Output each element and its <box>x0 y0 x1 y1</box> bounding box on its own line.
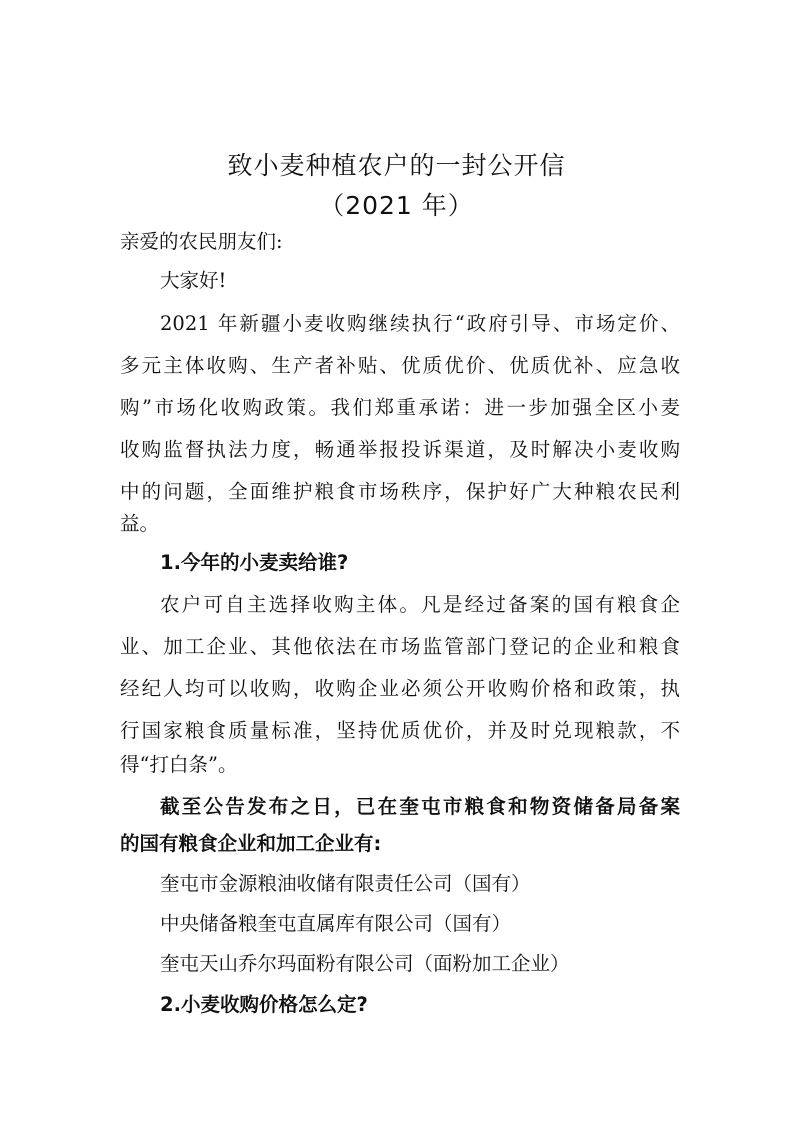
section-1-line: 农户可自主选择收购主体。凡是经过备案的国有粮食企 <box>160 593 680 616</box>
salutation: 亲爱的农民朋友们: <box>120 230 283 253</box>
intro-line: 中的问题，全面维护粮食市场秩序，保护好广大种粮农民利 <box>120 480 680 503</box>
section-1-line: 业、加工企业、其他依法在市场监管部门登记的企业和粮食 <box>120 635 680 658</box>
company-item: 奎屯市金源粮油收储有限责任公司（国有） <box>160 872 531 895</box>
section-1-line: 得“打白条”。 <box>120 753 238 776</box>
intro-line: 购”市场化收购政策。我们郑重承诺：进一步加强全区小麦 <box>120 396 680 419</box>
letter-title: 致小麦种植农户的一封公开信 <box>227 151 566 180</box>
notice-line: 的国有粮食企业和加工企业有: <box>120 832 382 855</box>
intro-line: 收购监督执法力度，畅通举报投诉渠道，及时解决小麦收购 <box>120 438 680 461</box>
letter-year: （2021 年） <box>319 191 474 220</box>
company-item: 中央储备粮奎屯直属库有限公司（国有） <box>160 912 512 935</box>
company-item: 奎屯天山乔尔玛面粉有限公司（面粉加工企业） <box>160 952 570 975</box>
notice-line: 截至公告发布之日，已在奎屯市粮食和物资储备局备案 <box>160 795 680 818</box>
intro-line: 益。 <box>120 512 160 535</box>
greeting: 大家好! <box>160 269 227 292</box>
section-1-heading: 1.今年的小麦卖给谁? <box>160 551 349 574</box>
section-2-heading: 2.小麦收购价格怎么定? <box>160 993 368 1016</box>
section-1-line: 行国家粮食质量标准，坚持优质优价，并及时兑现粮款，不 <box>120 719 680 742</box>
intro-line: 2021 年新疆小麦收购继续执行“政府引导、市场定价、 <box>160 312 680 335</box>
section-1-line: 经纪人均可以收购，收购企业必须公开收购价格和政策，执 <box>120 677 680 700</box>
intro-line: 多元主体收购、生产者补贴、优质优价、优质优补、应急收 <box>120 354 680 377</box>
